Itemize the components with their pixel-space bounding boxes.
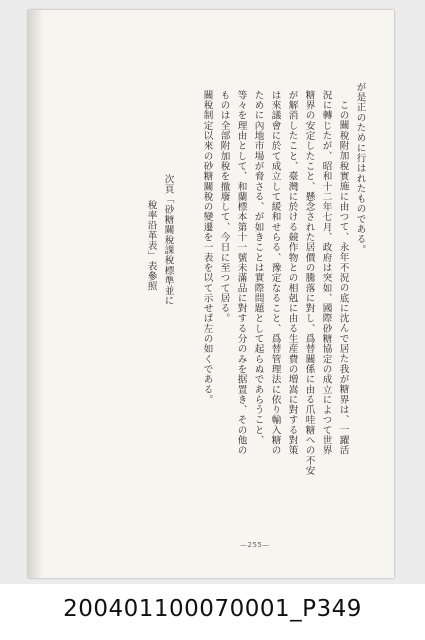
text-column-9: ものは全部附加稅を撤廢して、今日に至つて居る。	[218, 90, 230, 324]
text-column-5: が解消したこと、臺灣に於ける競作物との相剋に由る生産費の増嵩に對する對策	[286, 90, 298, 456]
text-column-3: 況に轉じたが、昭和十二年七月、政府は突如、國際砂糖協定の成立によつて世界	[320, 90, 332, 456]
text-column-2: この關稅附加稅實施に由つて、永年不況の底に沈んで居た我が糖界は、一躍活	[337, 100, 349, 456]
text-column-1: が是正のために行はれたものである。	[354, 82, 366, 255]
page-number: —255—	[240, 541, 270, 549]
text-column-7: ために內地市場が脅さる、が如きことは實際問題として起らぬであらうこと、	[252, 90, 264, 446]
image-caption: 200401100070001_P349	[63, 596, 362, 622]
text-column-4: 糖界の安定したこと、懸念された居價の騰落に對し、爲替關係に由る爪哇糖への不安	[303, 90, 315, 476]
text-column-6: は來議會に於て成立して緩和せらる、豫定なること、爲替管理法に依り輸入糖の	[269, 90, 281, 456]
text-column-10: 關稅制定以來の砂糖關稅の變遷を一表を以て示せば左の如くである。	[201, 90, 213, 405]
page-spine-shadow	[28, 10, 44, 578]
note-column-2: 稅率沿革表」表參照	[145, 200, 157, 292]
note-column-1: 次頁「砂糖關稅課稅標準並に	[162, 174, 174, 306]
document-page	[28, 10, 394, 578]
text-column-8: 等々を理由として、和蘭標本第十一號未滿品に對する分のみを据置き、その他の	[235, 90, 247, 456]
